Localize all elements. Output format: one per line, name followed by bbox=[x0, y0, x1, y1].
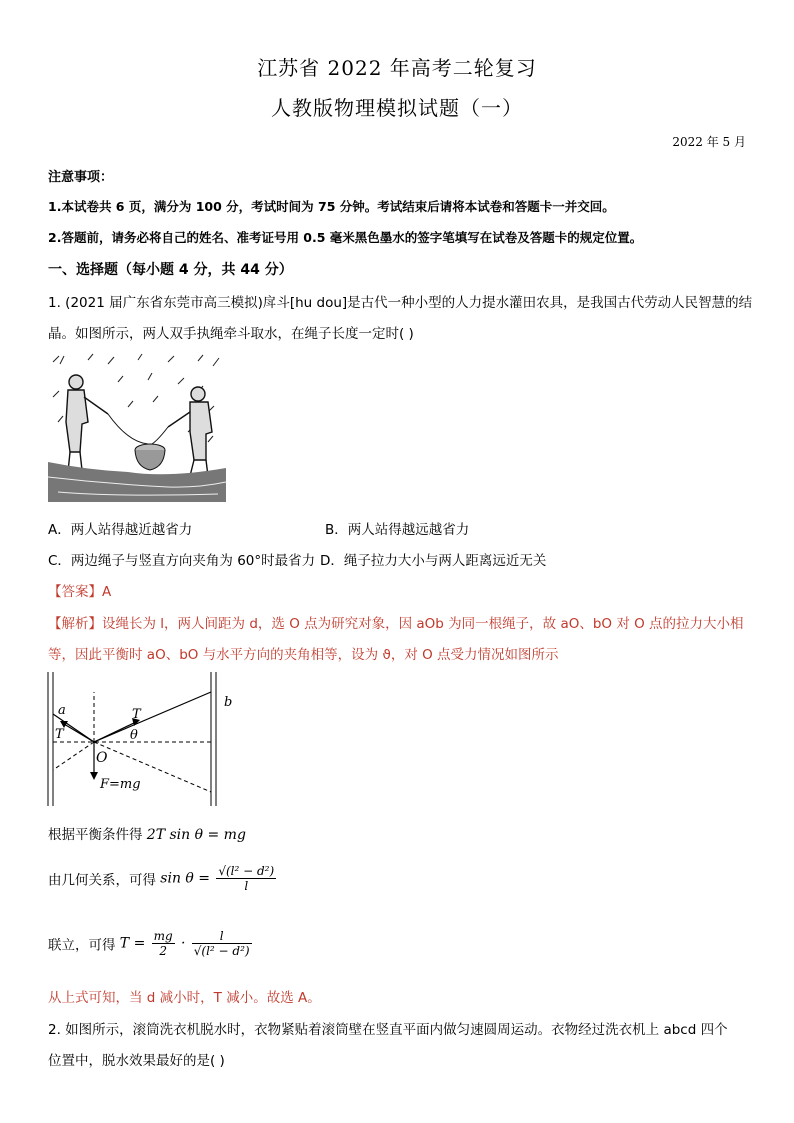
label-b: b bbox=[224, 695, 233, 710]
force-diagram bbox=[44, 668, 244, 810]
q1-option-d: D．绳子拉力大小与两人距离远近无关 bbox=[320, 553, 547, 569]
hudou-illustration bbox=[48, 352, 226, 502]
eq2-line bbox=[48, 864, 278, 893]
analysis-tag: 【解析】 bbox=[48, 616, 102, 632]
label-t-right: T bbox=[132, 707, 141, 722]
eq1-formula: 2T sin θ = mg bbox=[146, 827, 246, 843]
eq3-fraction-1 bbox=[152, 929, 175, 958]
eq1-line bbox=[48, 823, 246, 843]
q2-stem-line1: 2. 如图所示，滚筒洗衣机脱水时，衣物紧贴着滚筒壁在竖直平面内做匀速圆周运动。衣物经过洗衣机上 abcd 四个 bbox=[48, 1022, 728, 1038]
eq2-fraction bbox=[216, 864, 276, 893]
q1-analysis-line1 bbox=[48, 612, 744, 632]
q1-option-c: C．两边绳子与竖直方向夹角为 60°时最省力 bbox=[48, 553, 316, 569]
eq3-numerator-1: mg bbox=[153, 929, 173, 943]
eq3-denominator-2: √(l² − d²) bbox=[193, 944, 250, 958]
label-f: F=mg bbox=[100, 777, 141, 792]
answer-tag: 【答案】 bbox=[48, 584, 102, 600]
notice-heading: 注意事项： bbox=[48, 170, 114, 185]
eq3-lhs: T = bbox=[119, 935, 146, 952]
q1-option-b: B．两人站得越远越省力 bbox=[325, 522, 470, 538]
q1-stem-line1: 1. (2021 届广东省东莞市高三模拟)戽斗[hu dou]是古代一种小型的人力提水灌田农具，是我国古代劳动人民智慧的结 bbox=[48, 295, 753, 311]
notice-item-2: 2.答题前，请务必将自己的姓名、准考证号用 0.5 毫米黑色墨水的签字笔填写在试卷及答题卡的规定位置。 bbox=[48, 230, 643, 245]
q1-stem-line2: 晶。如图所示，两人双手执绳牵斗取水，在绳子长度一定时( ) bbox=[48, 326, 414, 342]
q2-stem-line2: 位置中，脱水效果最好的是( ) bbox=[48, 1053, 225, 1069]
eq3-fraction-2 bbox=[192, 929, 252, 958]
label-o: O bbox=[96, 750, 108, 766]
exam-subtitle: 人教版物理模拟试题（一） bbox=[271, 96, 523, 120]
label-theta: θ bbox=[130, 728, 138, 743]
eq3-numerator-2: l bbox=[192, 929, 252, 944]
q1-answer bbox=[48, 580, 111, 600]
eq3-text: 联立，可得 bbox=[48, 937, 116, 954]
q1-analysis-line2: 等，因此平衡时 aO、bO 与水平方向的夹角相等，设为 ϑ，对 O 点受力情况如图所示 bbox=[48, 647, 559, 663]
notice-item-1: 1.本试卷共 6 页，满分为 100 分，考试时间为 75 分钟。考试结束后请将本试卷和答题卡一并交回。 bbox=[48, 199, 615, 214]
eq1-text: 根据平衡条件得 bbox=[48, 827, 143, 843]
eq3-line: 联立，可得 T = $\frac{mg}{2}$ · $\frac{l}{\text{√(l² − d²)}}$ bbox=[48, 929, 250, 958]
q1-option-a: A．两人站得越近越省力 bbox=[48, 522, 193, 538]
eq2-denominator: l bbox=[244, 879, 249, 893]
exam-date: 2022 年 5 月 bbox=[672, 135, 746, 149]
answer-value: A bbox=[102, 584, 112, 600]
q1-conclusion: 从上式可知，当 d 减小时，T 减小。故选 A。 bbox=[48, 990, 321, 1006]
label-t-left: T bbox=[55, 727, 64, 742]
label-a: a bbox=[58, 703, 66, 718]
eq2-lhs: sin θ = bbox=[160, 870, 211, 887]
exam-title: 江苏省 2022 年高考二轮复习 bbox=[257, 56, 537, 80]
eq2-text: 由几何关系，可得 bbox=[48, 872, 156, 889]
eq3-denominator-1: 2 bbox=[159, 944, 167, 958]
analysis-text-1: 设绳长为 l，两人间距为 d，选 O 点为研究对象，因 aOb 为同一根绳子，故 aO、bO 对 O 点的拉力大小相 bbox=[102, 616, 744, 632]
eq2-numerator: √(l² − d²) bbox=[218, 864, 275, 878]
section-heading: 一、选择题（每小题 4 分，共 44 分） bbox=[48, 262, 293, 278]
